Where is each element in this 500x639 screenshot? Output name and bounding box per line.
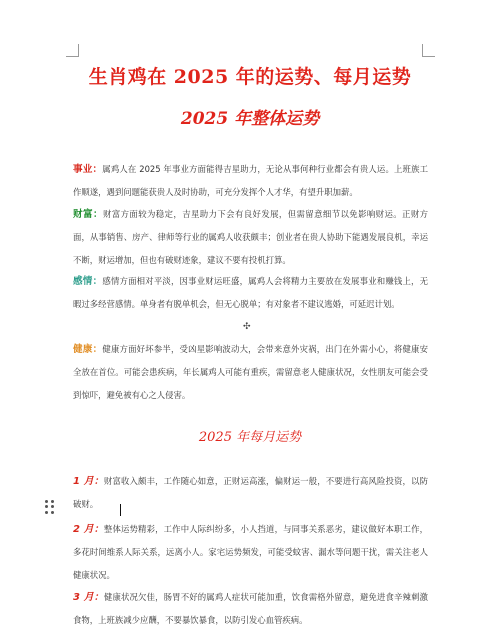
section-text: 属鸡人在 2025 年事业方面能得吉星助力，无论从事何种行业都会有贵人运。上班族工作顺遂，遇到问题能获贵人及时协助，可充分发挥个人才华，有望升职加薪。 xyxy=(73,164,428,197)
page-corner-mark-left xyxy=(66,44,79,57)
document-title: 生肖鸡在 2025 年的运势、每月运势 xyxy=(88,66,412,88)
section-label: 财富： xyxy=(73,209,104,220)
section-love xyxy=(73,270,428,316)
section-text: 感情方面相对平淡，因事业财运旺盛，属鸡人会将精力主要放在发展事业和赚钱上，无暇过多经营感情。单身者有脱单机会，但无心脱单；有对象者不建议逃婚，可延迟计划。 xyxy=(73,276,429,309)
section-label: 感情： xyxy=(73,276,103,287)
month-label: 1 月： xyxy=(73,476,104,487)
month-label: 2 月： xyxy=(73,524,104,535)
month-text: 整体运势精彩，工作中人际纠纷多，小人挡道，与同事关系恶劣，建议做好本职工作，多花时间维系人际关系，远离小人。家宅运势频发，可能受蚊害、漏水等问题干扰，需关注老人健康状况。 xyxy=(73,524,428,580)
drag-handle-icon[interactable] xyxy=(45,500,55,514)
month-text: 财富收入颇丰，工作随心如意，正财运高涨，偏财运一般，不要进行高风险投资，以防破财。 xyxy=(73,476,428,509)
document-subtitle: 2025 年整体运势 xyxy=(180,109,320,129)
section-career xyxy=(73,158,428,204)
section-wealth xyxy=(73,203,428,272)
move-cursor-icon: ✣ xyxy=(243,322,251,332)
section-label: 健康： xyxy=(73,344,103,355)
month-item xyxy=(73,586,428,632)
section-health xyxy=(73,338,428,407)
month-text: 健康状况欠佳，肠胃不好的属鸡人症状可能加重，饮食需格外留意，避免进食辛辣刺激食物，上班族减少应酬，不要暴饮暴食，以防引发心血管疾病。 xyxy=(73,592,428,625)
section-text: 财富方面较为稳定，吉星助力下会有良好发展，但需留意细节以免影响财运。正财方面，从事销售、房产、律师等行业的属鸡人收获颇丰；创业者在贵人协助下能遇发展良机，幸运不断，财运增加，但也有破财迹象，建议不要有投机打算。 xyxy=(73,209,429,265)
month-item xyxy=(73,518,428,587)
section-label: 事业： xyxy=(73,164,103,175)
page-corner-mark-right xyxy=(422,44,435,57)
text-cursor xyxy=(120,504,121,516)
monthly-heading: 2025 年每月运势 xyxy=(198,430,302,445)
section-text: 健康方面好坏参半，受凶星影响波动大，会带来意外灾祸，出门在外需小心，将健康安全放在首位。可能会患疾病，年长属鸡人可能有重疾，需留意老人健康状况，女性朋友可能会受到惊吓，避免被有心之人侵害。 xyxy=(73,344,429,400)
month-label: 3 月： xyxy=(73,592,104,603)
month-item xyxy=(73,470,428,516)
